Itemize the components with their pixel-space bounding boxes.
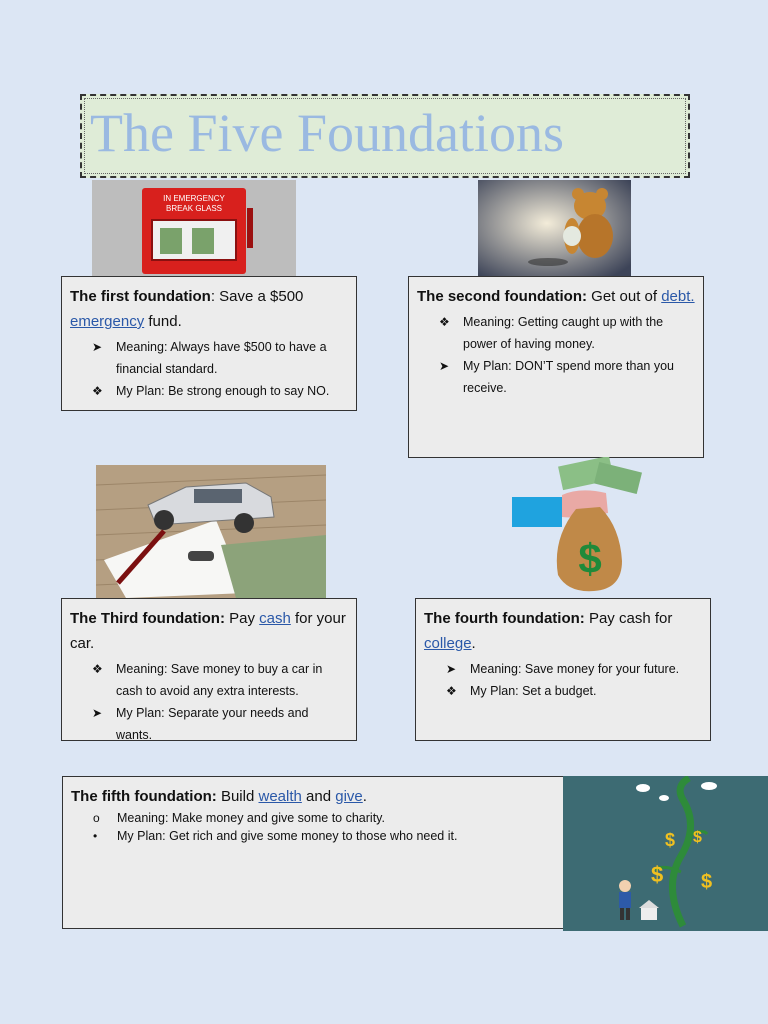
foundation-card-1 (61, 276, 357, 411)
page-title: The Five Foundations (90, 103, 564, 163)
card-heading (71, 784, 555, 809)
arrow-bullet-icon: ➤ (446, 662, 457, 676)
list-item (446, 680, 702, 702)
dollar-sign: $ (665, 830, 676, 850)
card-text: Pay cash for (584, 610, 673, 627)
card-text: Pay (224, 610, 260, 627)
card-heading (417, 284, 695, 309)
bullet-text: My Plan: Get rich and give some money to those who need it. (117, 829, 458, 843)
bullet-text: Meaning: Save money to buy a car in cash to avoid any extra interests. (116, 662, 323, 698)
card-heading (70, 284, 348, 334)
bullet-list (424, 658, 702, 702)
list-item (93, 827, 555, 845)
card-text: Save a $500 (215, 288, 304, 305)
alarm-label-line2: BREAK GLASS (165, 204, 223, 213)
foundation-card-3 (61, 598, 357, 741)
alarm-label-line1: IN EMERGENCY (163, 194, 225, 203)
title-banner (80, 94, 690, 178)
bullet-text: My Plan: Set a budget. (470, 684, 597, 698)
bullet-text: Meaning: Make money and give some to charity. (117, 811, 385, 825)
card-sep: : (210, 288, 215, 305)
link-wealth[interactable]: wealth (258, 788, 302, 805)
bullet-text: Meaning: Always have $500 to have a financial standard. (116, 340, 327, 376)
foundation-card-2 (408, 276, 704, 458)
dollar-sign: $ (701, 871, 713, 893)
emergency-box-image (92, 180, 296, 276)
car-image (96, 465, 326, 598)
dollar-sign: $ (651, 862, 664, 887)
link-cash[interactable]: cash (259, 610, 291, 627)
card-text: Build (216, 788, 259, 805)
bullet-text: My Plan: Be strong enough to say NO. (116, 384, 330, 398)
card-text-after: fund. (144, 313, 182, 330)
dollar-sign: $ (578, 535, 602, 582)
dollar-sign: $ (693, 829, 702, 846)
list-item (93, 809, 555, 827)
card-text-after: . (362, 788, 367, 805)
beanstalk-image (563, 776, 768, 931)
bullet-list (70, 336, 348, 402)
bullet-text: My Plan: Separate your needs and wants. (116, 706, 309, 742)
list-item (92, 336, 348, 380)
diamond-bullet-icon: ❖ (439, 315, 450, 329)
card-text: Get out of (587, 288, 662, 305)
card-label: The fourth foundation: (424, 610, 585, 627)
card-text-after: for your car. (70, 610, 346, 652)
diamond-bullet-icon: ❖ (446, 684, 457, 698)
arrow-bullet-icon: ➤ (92, 706, 103, 720)
foundation-card-5 (62, 776, 564, 929)
link-emergency[interactable]: emergency (70, 313, 145, 330)
teddy-bear-image (478, 180, 631, 276)
card-text-after: . (471, 635, 476, 652)
card-heading (70, 606, 348, 656)
diamond-bullet-icon: ❖ (92, 662, 103, 676)
list-item (92, 702, 348, 746)
link-give[interactable]: give (335, 788, 363, 805)
card-heading (424, 606, 702, 656)
card-label: The first foundation (70, 288, 211, 305)
arrow-bullet-icon: ➤ (92, 340, 103, 354)
bullet-list (70, 658, 348, 746)
arrow-bullet-icon: ➤ (439, 359, 450, 373)
bullet-text: My Plan: DON’T spend more than you receive. (463, 359, 674, 395)
list-item (439, 355, 695, 399)
card-label: The second foundation: (417, 288, 587, 305)
bullet-list (417, 311, 695, 399)
list-item (92, 380, 348, 402)
list-item (92, 658, 348, 702)
bullet-text: Meaning: Save money for your future. (470, 662, 680, 676)
money-bag-image (510, 457, 646, 595)
card-text-mid: and (301, 788, 336, 805)
list-item (446, 658, 702, 680)
link-college[interactable]: college (424, 635, 472, 652)
card-label: The Third foundation: (70, 610, 225, 627)
foundation-card-4 (415, 598, 711, 741)
dot-bullet-icon: • (93, 829, 98, 843)
bullet-text: Meaning: Getting caught up with the power of having money. (463, 315, 664, 351)
bullet-list (71, 809, 555, 845)
link-debt[interactable]: debt. (661, 288, 695, 305)
card-label: The fifth foundation: (71, 788, 217, 805)
circle-bullet-icon: o (93, 811, 100, 825)
diamond-bullet-icon: ❖ (92, 384, 103, 398)
list-item (439, 311, 695, 355)
